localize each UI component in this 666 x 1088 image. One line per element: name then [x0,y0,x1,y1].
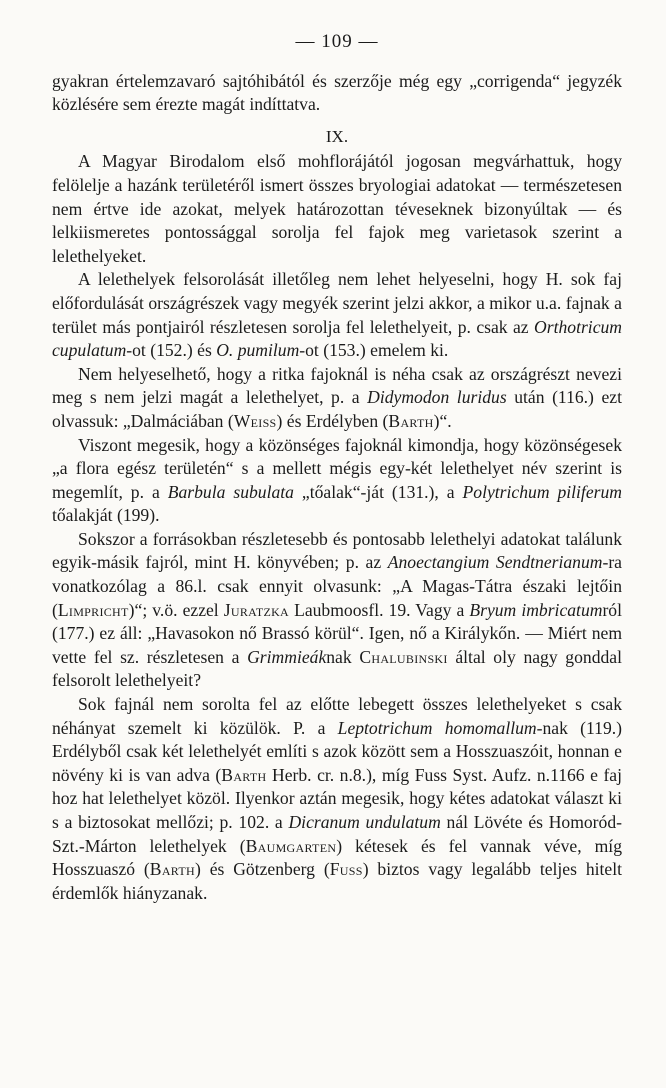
species-name: O. pumilum [216,340,300,361]
author-name: Weiss [233,410,277,431]
text-run: ) és Götzenberg ( [194,859,330,880]
section-heading: IX. [325,126,349,146]
text-run: Sok fajnál nem sorolta fel az előtte lebegett összes lelethelyeket s csak néhányat szemelt ki közülök. P. a [52,694,622,738]
text-run: után (116.) ezt olvassuk: „Dalmáciában ( [52,387,622,431]
text-run: ról (177.) ez áll: „Havasokon nő Brassó körül“. Igen, nő a Királykőn. — Miért nem vette fel sz. részletesen a [52,599,622,667]
text-run: Viszont megesik, hogy a közönséges fajoknál kimondja, hogy közönségesek „a flora egész területén“ s a mellett mégis egy-két lelethelyet név szerint is megemlít, p. a [52,434,622,502]
paragraph-5 [52,528,622,693]
author-name: Barth [388,410,434,431]
species-name: Didymodon luridus [367,387,507,408]
text-run: által oly nagy gonddal felsorolt lelethelyeit? [52,646,622,691]
species-name: Polytrichum piliferum [462,481,622,502]
text-run: Sokszor a forrásokban részletesebb és pontosabb lelethelyi adatokat találunk egyik-másik fajról, mint H. könyvében; p. az [52,528,622,573]
text-run: Laubmoosfl. 19. Vagy a [289,599,470,620]
text-run: ) biztos vagy legalább teljes hitelt érdemlők hiányzanak. [52,859,622,903]
species-name: Dicranum undulatum [288,812,441,832]
text-run: A Magyar Birodalom első mohflorájától jogosan megvárhattuk, hogy felölelje a hazánk területéről ismert összes bryologiai adatokat — természetesen nem értve ide azokat, melyek határozottan téveseknek bizonyúltak — és lelkiismeretes pontossággal sorolja fel fajok meg varietasok szerint a lelethelyeket. [52,151,622,266]
species-name: Bryum imbricatum [469,599,603,620]
text-run: ) kétesek és fel vannak véve, míg Hosszuaszó ( [52,835,622,880]
text-run: gyakran értelemzavaró sajtóhibától és szerzője még egy „corrigenda“ jegyzék közlésére sem érezte magát indíttatva. [52,70,622,115]
author-name: Limpricht [57,599,129,620]
paragraph-3 [52,363,622,434]
paragraph-1 [52,150,622,268]
text-run: )“. [433,410,452,431]
page-number: — 109 — [295,31,379,52]
text-run: tőalakját (199). [52,505,160,526]
paragraph-6 [52,693,622,905]
text-run: ) és Erdélyben ( [276,410,389,431]
text-run: „tőalak“-ját (131.), a [293,481,463,502]
author-name: Barth [149,859,195,880]
species-name: Grimmieák [247,646,327,667]
text-run: nál Lövéte és Homoród-Szt.-Márton lelethelyek ( [52,812,622,856]
text-run: -ot (152.) és [126,340,217,361]
author-name: Fuss [329,859,363,880]
text-run: -ra vonatkozólag a 86.l. csak ennyit olvasunk: „A Magas-Tátra északi lejtőin ( [52,552,622,620]
text-run: A lelethelyek felsorolását illetőleg nem lehet helyeselni, hogy H. sok faj előfordulását országrészek vagy megyék szerint jelzi akkor, a mikor u.a. fajnak a terület más pontjairól részletesen sorolja fel lelethelyeit, p. csak az [52,269,622,337]
paragraph-4 [52,434,622,528]
text-run: Nem helyeselhető, hogy a ritka fajoknál is néha csak az országrészt nevezi meg s nem jelzi magát a lelethelyet, p. a [52,363,622,408]
text-run: -ot (153.) emelem ki. [299,340,449,361]
paragraph-2 [52,268,622,362]
author-name: Baumgarten [245,835,337,856]
species-name: Barbula subulata [167,481,294,502]
author-name: Chalubinski [359,646,448,667]
author-name: Juratzka [223,599,290,620]
text-run: -nak (119.) Erdélyből csak két lelethelyét említi s azok között sem a Hosszuaszóit, honnan e növény ki is van adva ( [52,717,622,785]
author-name: Barth [221,764,267,785]
text-run: Herb. cr. n.8.), míg Fuss Syst. Aufz. n.1166 e faj hoz hat lelethelyet közöl. Ilyenkor aztán megesik, hogy kétes adatokat választ ki s a biztosokat mellőzi; p. 102. a [52,764,622,832]
species-name: Leptotrichum homomallum [337,717,537,738]
paragraph-continuation [52,70,622,117]
species-name: Anoectangium Sendtnerianum [387,552,603,573]
species-name: Orthotricum cupulatum [52,316,622,361]
text-run: )“; v.ö. ezzel [128,599,224,620]
text-run: nak [326,646,360,667]
